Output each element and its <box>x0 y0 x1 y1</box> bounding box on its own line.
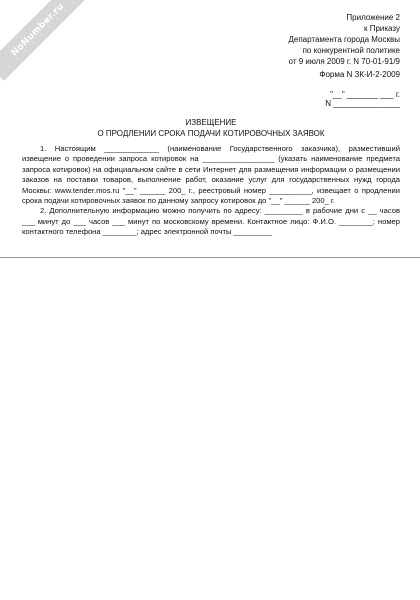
divider <box>0 257 420 258</box>
date-placeholder: "__" _______ ___ г. <box>330 90 400 99</box>
appendix-line: от 9 июля 2009 г. N 70-01-91/9 <box>288 57 400 66</box>
appendix-line: Департамента города Москвы <box>288 35 400 44</box>
number-placeholder: N _______________ <box>325 99 400 108</box>
title-line-1: ИЗВЕЩЕНИЕ <box>185 118 237 127</box>
form-number: Форма N ЗК-И-2-2009 <box>319 70 400 79</box>
document-title <box>22 117 400 139</box>
appendix-header <box>180 12 400 67</box>
title-line-2: О ПРОДЛЕНИИ СРОКА ПОДАЧИ КОТИРОВОЧНЫХ ЗАЯВОК <box>97 129 325 138</box>
appendix-line: Приложение 2 <box>346 13 400 22</box>
watermark-text: NoNumber.ru <box>9 1 67 59</box>
paragraph-2: 2. Дополнительную информацию можно получить по адресу: _________ в рабочие дни с __ часов ___ минут до ___ часов ___ минут по московскому времени. Контактное лицо: Ф.И.О. ________; номер контактного телефона ________; адрес электронной почты _________ <box>22 206 400 237</box>
watermark-banner <box>0 0 89 81</box>
document-body <box>22 144 400 238</box>
appendix-line: к Приказу <box>363 24 400 33</box>
appendix-line: по конкурентной политике <box>302 46 400 55</box>
paragraph-1: 1. Настоящим _____________ (наименование Государственного заказчика), разместивший извещение о проведении запроса котировок на _________________ (указать наименование предмета запроса котировок) на официальном сайте в сети Интернет для размещения информации о размещении заказов на поставки товаров, выполнение работ, оказание услуг для государственных нужд города Москвы: www.tender.mos.ru "__" ______ 200_ г., реестровый номер __________, извещает о продлении срока подачи котировочных заявок по данному запросу котировок до "__" ______ 200_ г. <box>22 144 400 206</box>
